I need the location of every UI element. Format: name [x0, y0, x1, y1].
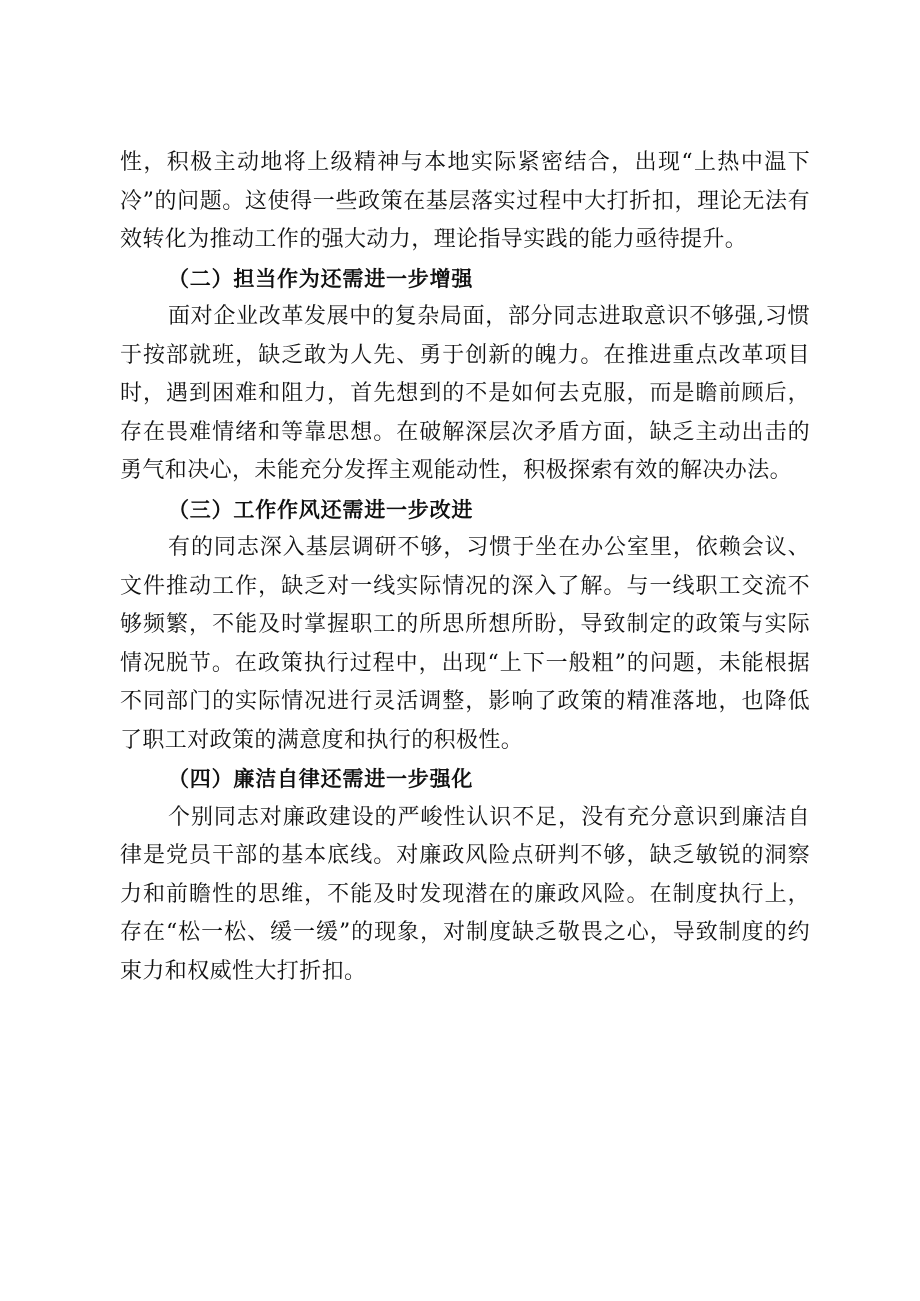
paragraph-continued: 性，积极主动地将上级精神与本地实际紧密结合，出现“上热中温下冷”的问题。这使得一些政策在基层落实过程中大打折扣，理论无法有效转化为推动工作的强大动力，理论指导实践的能力亟待提升。 — [120, 150, 810, 252]
section-heading-3: （三）工作作风还需进一步改进 — [168, 497, 474, 522]
paragraph-section-2: 面对企业改革发展中的复杂局面，部分同志进取意识不够强,习惯于按部就班，缺乏敢为人先、勇于创新的魄力。在推进重点改革项目时，遇到困难和阻力，首先想到的不是如何去克服，而是瞻前顾后，存在畏难情绪和等靠思想。在破解深层次矛盾方面，缺乏主动出击的勇气和决心，未能充分发挥主观能动性，积极探索有效的解决办法。 — [120, 304, 810, 483]
paragraph-section-3: 有的同志深入基层调研不够，习惯于坐在办公室里，依赖会议、文件推动工作，缺乏对一线实际情况的深入了解。与一线职工交流不够频繁，不能及时掌握职工的所思所想所盼，导致制定的政策与实际情况脱节。在政策执行过程中，出现“上下一般粗”的问题，未能根据不同部门的实际情况进行灵活调整，影响了政策的精准落地，也降低了职工对政策的满意度和执行的积极性。 — [120, 535, 810, 753]
document-body — [120, 144, 810, 991]
paragraph-section-4: 个别同志对廉政建设的严峻性认识不足，没有充分意识到廉洁自律是党员干部的基本底线。对廉政风险点研判不够，缺乏敏锐的洞察力和前瞻性的思维，不能及时发现潜在的廉政风险。在制度执行上，存在“松一松、缓一缓”的现象，对制度缺乏敬畏之心，导致制度的约束力和权威性大打折扣。 — [120, 804, 810, 984]
section-heading-4: （四）廉洁自律还需进一步强化 — [168, 767, 474, 791]
section-heading-2: （二）担当作为还需进一步增强 — [168, 266, 474, 291]
